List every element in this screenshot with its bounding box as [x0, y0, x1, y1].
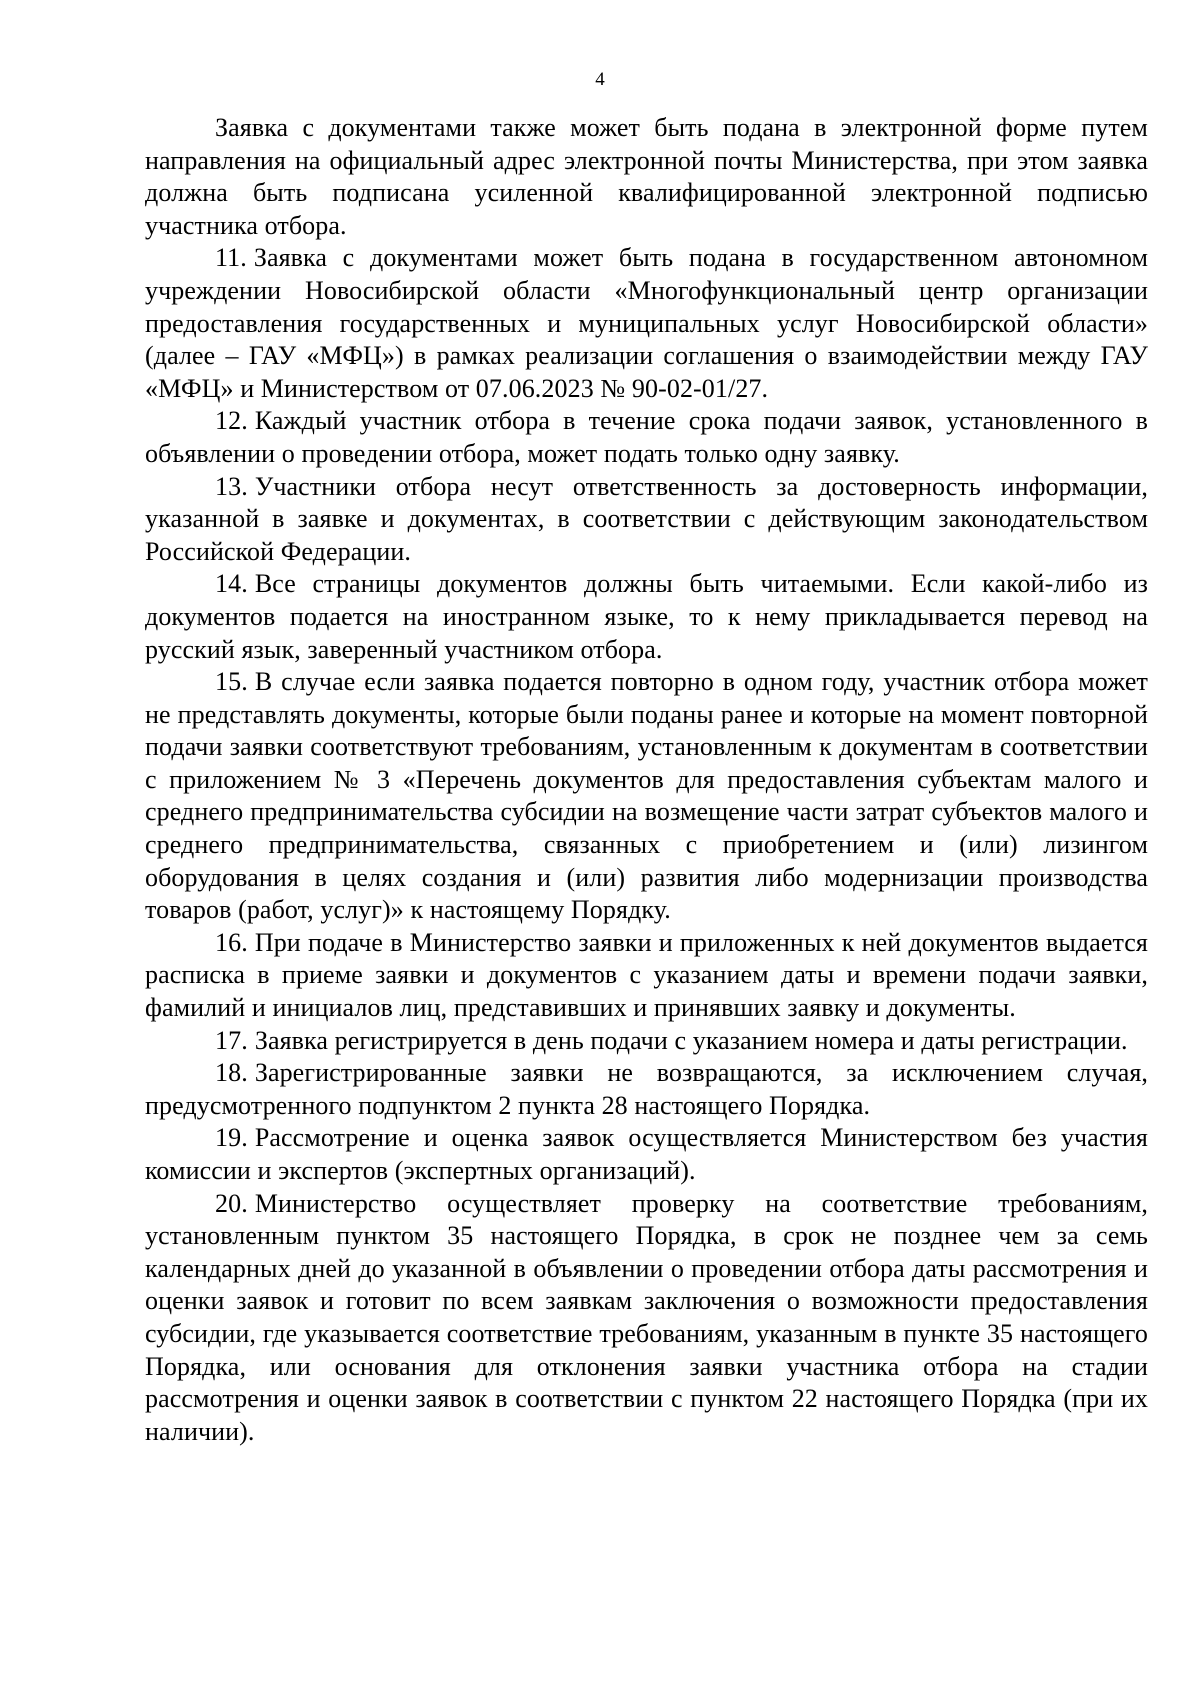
paragraph-text: Заявка регистрируется в день подачи с указанием номера и даты регистрации.: [254, 1025, 1128, 1055]
paragraph-number: 16.: [215, 927, 248, 957]
paragraph-number: 20.: [215, 1188, 248, 1218]
paragraph-text: Заявка с документами также может быть подана в электронной форме путем направления на официальный адрес электронной почты Министерства, при этом заявка должна быть подписана усиленной квалифицированной электронной подписью участника отбора.: [145, 113, 1148, 240]
paragraph-19: [145, 1122, 1148, 1187]
paragraph-13: [145, 471, 1148, 569]
paragraph-number: 11.: [215, 243, 247, 273]
paragraph-number: 18.: [215, 1058, 248, 1088]
paragraph-text: Каждый участник отбора в течение срока подачи заявок, установленного в объявлении о проведении отбора, может подать только одну заявку.: [145, 406, 1148, 468]
paragraph-text: Рассмотрение и оценка заявок осуществляется Министерством без участия комиссии и экспертов (экспертных организаций).: [145, 1123, 1148, 1185]
paragraph-20: [145, 1188, 1148, 1449]
paragraph-text: Все страницы документов должны быть читаемыми. Если какой-либо из документов подается на иностранном языке, то к нему прикладывается перевод на русский язык, заверенный участником отбора.: [145, 569, 1148, 664]
paragraph-number: 12.: [215, 406, 248, 436]
paragraph-number: 19.: [215, 1123, 248, 1153]
paragraph-number: 13.: [215, 471, 248, 501]
paragraph-text: Зарегистрированные заявки не возвращаются, за исключением случая, предусмотренного подпунктом 2 пункта 28 настоящего Порядка.: [145, 1058, 1148, 1120]
paragraph-12: [145, 405, 1148, 470]
paragraph-number: 14.: [215, 569, 248, 599]
paragraph-14: [145, 568, 1148, 666]
paragraph-18: [145, 1057, 1148, 1122]
paragraph-number: 17.: [215, 1025, 248, 1055]
page-number: 4: [595, 69, 605, 90]
paragraph-15: [145, 666, 1148, 927]
paragraph-text: Участники отбора несут ответственность за достоверность информации, указанной в заявке и документах, в соответствии с действующим законодательством Российской Федерации.: [145, 471, 1148, 566]
paragraph-16: [145, 927, 1148, 1025]
paragraph-number: 15.: [215, 667, 248, 697]
paragraph-text: Заявка с документами может быть подана в государственном автономном учреждении Новосибирской области «Многофункциональный центр организации предоставления государственных и муниципальных услуг Новосибирской области» (далее – ГАУ «МФЦ») в рамках реализации соглашения о взаимодействии между ГАУ «МФЦ» и Министерством от 07.06.2023 № 90-02-01/27.: [145, 243, 1148, 403]
paragraph-11: [145, 242, 1148, 405]
paragraph-text: В случае если заявка подается повторно в одном году, участник отбора может не представлять документы, которые были поданы ранее и которые на момент повторной подачи заявки соответствуют требованиям, установленным к документам в соответствии с приложением № 3 «Перечень документов для предоставления субъектам малого и среднего предпринимательства субсидии на возмещение части затрат субъектов малого и среднего предпринимательства, связанных с приобретением и (или) лизингом оборудования в целях создания и (или) развития либо модернизации производства товаров (работ, услуг)» к настоящему Порядку.: [145, 667, 1148, 925]
document-body: [145, 112, 1148, 1448]
paragraph-intro: [145, 112, 1148, 242]
paragraph-text: Министерство осуществляет проверку на соответствие требованиям, установленным пунктом 35 настоящего Порядка, в срок не позднее чем за семь календарных дней до указанной в объявлении о проведении отбора даты рассмотрения и оценки заявок и готовит по всем заявкам заключения о возможности предоставления субсидии, где указывается соответствие требованиям, указанным в пункте 35 настоящего Порядка, или основания для отклонения заявки участника отбора на стадии рассмотрения и оценки заявок в соответствии с пунктом 22 настоящего Порядка (при их наличии).: [145, 1188, 1148, 1446]
paragraph-text: При подаче в Министерство заявки и приложенных к ней документов выдается расписка в приеме заявки и документов с указанием даты и времени подачи заявки, фамилий и инициалов лиц, представивших и принявших заявку и документы.: [145, 927, 1148, 1023]
paragraph-17: [145, 1025, 1148, 1058]
